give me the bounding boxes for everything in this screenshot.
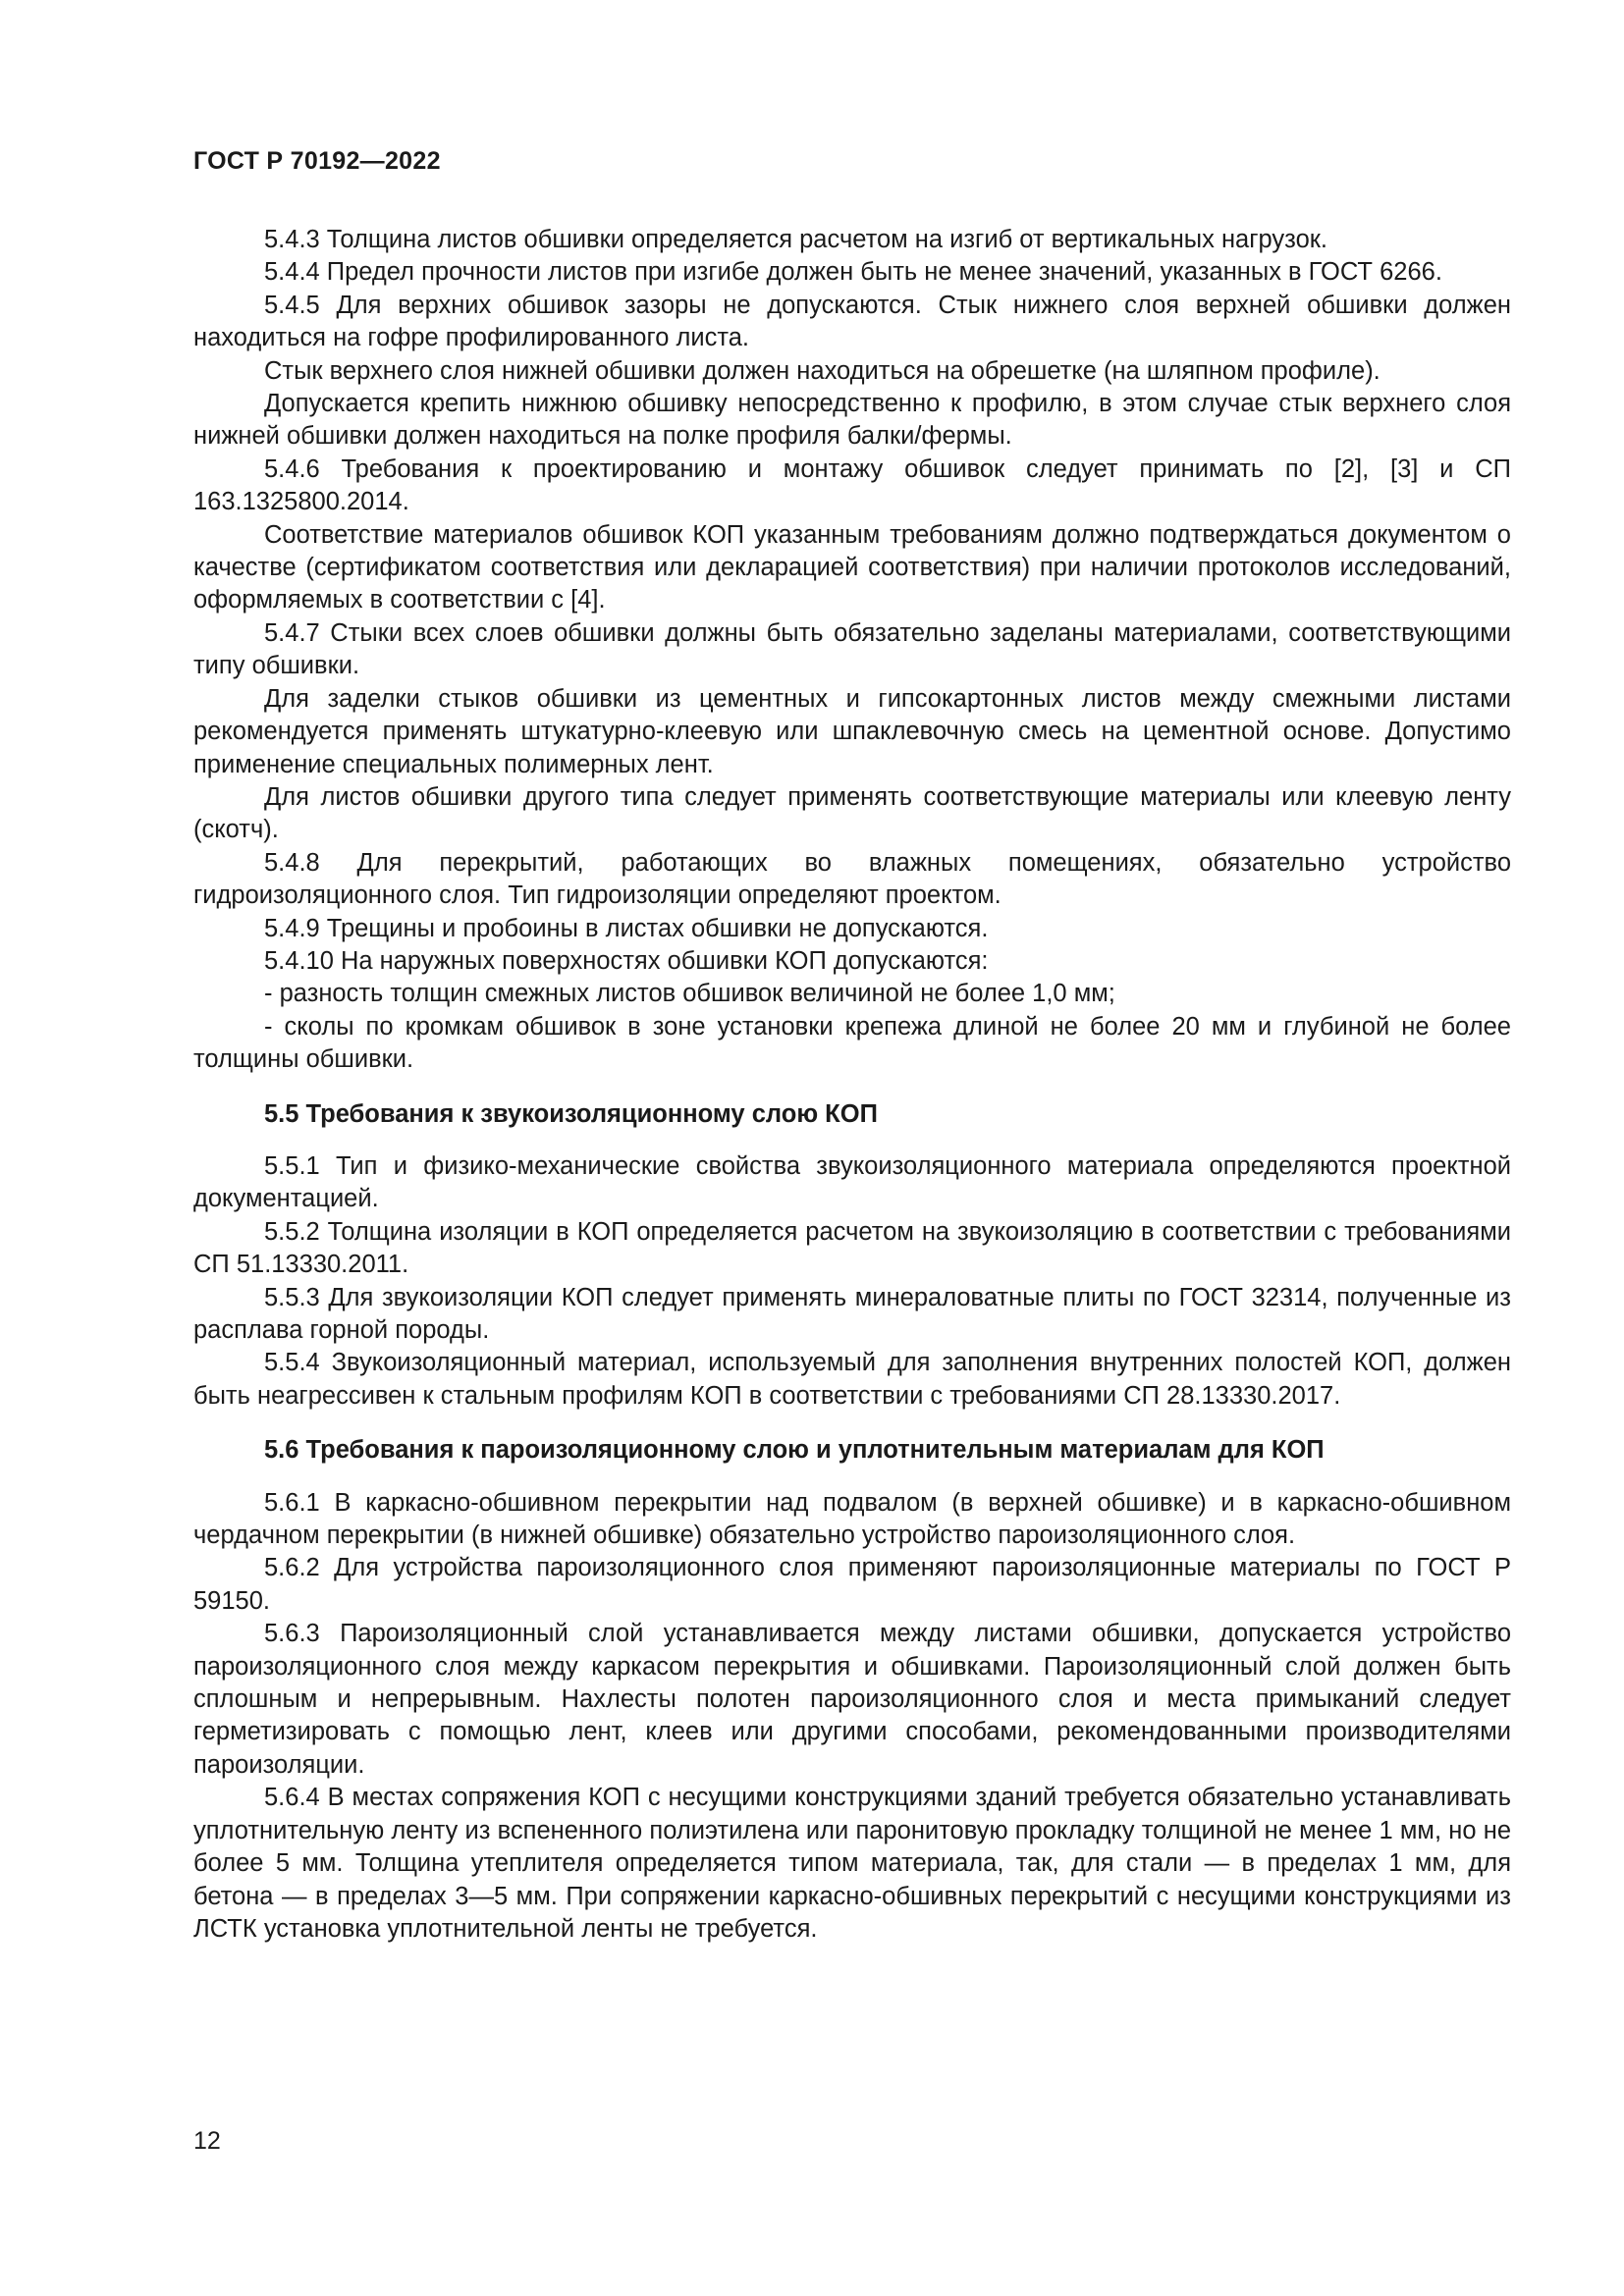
paragraph-5-6-2: 5.6.2 Для устройства пароизоляционного слоя применяют пароизоляционные материалы по ГОСТ Р 59150.	[193, 1554, 1511, 1615]
list-item-thickness: - разность толщин смежных листов обшивок величиной не более 1,0 мм;	[264, 980, 1115, 1008]
paragraph-5-4-6: 5.4.6 Требования к проектированию и монтажу обшивок следует принимать по [2], [3] и СП 163.1325800.2014.	[193, 454, 1511, 516]
paragraph-5-4-5: 5.4.5 Для верхних обшивок зазоры не допускаются. Стык нижнего слоя верхней обшивки должен находиться на гофре профилированного листа.	[193, 291, 1511, 352]
paragraph-5-4-9: 5.4.9 Трещины и пробоины в листах обшивки не допускаются.	[264, 914, 989, 942]
paragraph-5-5-3: 5.5.3 Для звукоизоляции КОП следует применять минераловатные плиты по ГОСТ 32314, полученные из расплава горной породы.	[193, 1283, 1511, 1344]
document-header: ГОСТ Р 70192—2022	[193, 147, 441, 175]
paragraph-5-4-7-other: Для листов обшивки другого типа следует применять соответствующие материалы или клеевую ленту (скотч).	[193, 782, 1511, 844]
section-5-5-body	[193, 1150, 1511, 1413]
paragraph-5-6-4: 5.6.4 В местах сопряжения КОП с несущими конструкциями зданий требуется обязательно устанавливать уплотнительную ленту из вспененного полиэтилена или паронитовую прокладку толщиной не менее 1 мм, но не более 5 мм. Толщина утеплителя определяется типом материала, так, для стали — в пределах 1 мм, для бетона — в пределах 3—5 мм. При сопряжении каркасно-обшивных перекрытий с несущими конструкциями из ЛСТК установка уплотнительной ленты не требуется.	[193, 1784, 1511, 1943]
paragraph-5-6-1: 5.6.1 В каркасно-обшивном перекрытии над подвалом (в верхней обшивке) и в каркасно-обшивном чердачном перекрытии (в нижней обшивке) обязательно устройство пароизоляционного слоя.	[193, 1488, 1511, 1550]
paragraph-5-4-7: 5.4.7 Стыки всех слоев обшивки должны быть обязательно заделаны материалами, соответствующими типу обшивки.	[193, 618, 1511, 680]
paragraph-5-6-3: 5.6.3 Пароизоляционный слой устанавливается между листами обшивки, допускается устройство пароизоляционного слоя между каркасом перекрытия и обшивками. Пароизоляционный слой должен быть сплошным и непрерывным. Нахлесты полотен пароизоляционного слоя и места примыканий следует герметизировать с помощью лент, клеев или другими способами, рекомендованными производителями пароизоляции.	[193, 1620, 1511, 1779]
paragraph-5-5-1: 5.5.1 Тип и физико-механические свойства звукоизоляционного материала определяются проектной документацией.	[193, 1151, 1511, 1213]
paragraph-5-5-4: 5.5.4 Звукоизоляционный материал, используемый для заполнения внутренних полостей КОП, должен быть неагрессивен к стальным профилям КОП в соответствии с требованиями СП 28.13330.2017.	[193, 1349, 1511, 1410]
paragraph-5-4-5-fastening: Допускается крепить нижнюю обшивку непосредственно к профилю, в этом случае стык верхнего слоя нижней обшивки должен находиться на полке профиля балки/фермы.	[193, 390, 1511, 451]
clause-5-4-block	[193, 224, 1511, 1077]
section-5-6-body	[193, 1487, 1511, 1947]
section-heading-5-5: 5.5 Требования к звукоизоляционному слою КОП	[264, 1099, 878, 1128]
document-body	[193, 224, 1511, 1946]
page-number: 12	[193, 2127, 221, 2155]
paragraph-5-4-5-joint: Стык верхнего слоя нижней обшивки должен находиться на обрешетке (на шляпном профиле).	[264, 356, 1380, 385]
paragraph-5-4-8: 5.4.8 Для перекрытий, работающих во влажных помещениях, обязательно устройство гидроизоляционного слоя. Тип гидроизоляции определяют проектом.	[193, 848, 1511, 910]
paragraph-5-4-6-conformity: Соответствие материалов обшивок КОП указанным требованиям должно подтверждаться документом о качестве (сертификатом соответствия или декларацией соответствия) при наличии протоколов исследований, оформляемых в соответствии с [4].	[193, 520, 1511, 614]
paragraph-5-4-4: 5.4.4 Предел прочности листов при изгибе должен быть не менее значений, указанных в ГОСТ 6266.	[264, 258, 1442, 287]
paragraph-5-5-2: 5.5.2 Толщина изоляции в КОП определяется расчетом на звукоизоляцию в соответствии с требованиями СП 51.13330.2011.	[193, 1217, 1511, 1279]
paragraph-5-4-10: 5.4.10 На наружных поверхностях обшивки КОП допускаются:	[264, 946, 989, 975]
paragraph-5-4-7-cement: Для заделки стыков обшивки из цементных и гипсокартонных листов между смежными листами рекомендуется применять штукатурно-клеевую или шпаклевочную смесь на цементной основе. Допустимо применение специальных полимерных лент.	[193, 684, 1511, 778]
section-heading-5-6: 5.6 Требования к пароизоляционному слою и уплотнительным материалам для КОП	[264, 1436, 1325, 1465]
list-item-chips: - сколы по кромкам обшивок в зоне установки крепежа длиной не более 20 мм и глубиной не более толщины обшивки.	[193, 1012, 1511, 1074]
paragraph-5-4-3: 5.4.3 Толщина листов обшивки определяется расчетом на изгиб от вертикальных нагрузок.	[264, 226, 1328, 253]
